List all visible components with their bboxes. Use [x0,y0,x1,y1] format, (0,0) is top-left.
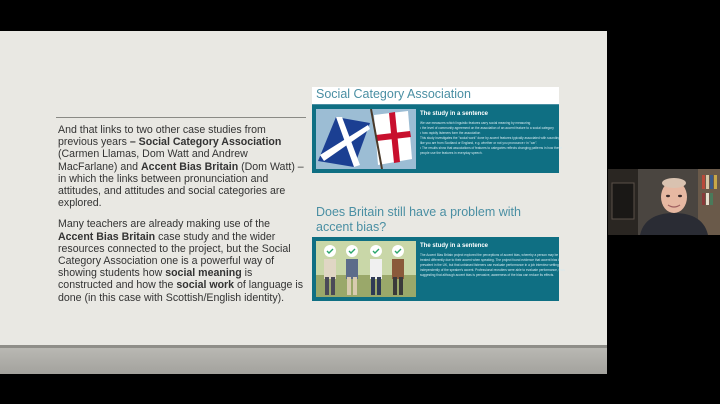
paragraph-1 [58,124,306,209]
bold-text: social work [176,279,235,292]
card-line: The Accent Bias Britain project explored the perceptions of accent bias, whereby a person may be [420,253,559,257]
slide-body-text [58,124,306,313]
text: (Dom Watt) – in which the links between pronunciation and attitudes, and attitudes and social categories are explored. [58,160,304,210]
card-line: people use the features in everyday speech. [420,151,483,155]
bold-text: Accent Bias Britain [141,160,239,173]
card-line: like you are from Scotland or England, e.g. whether or not you pronounce r in "car". [420,141,538,145]
card-title: Does Britain still have a problem with accent bias? [316,205,521,234]
card-line: This study investigates the "social work" done by accent features typically associated with sounding [420,136,561,140]
bold-text: Accent Bias Britain [58,230,156,243]
case-study-card-accent-bias[interactable] [312,204,565,301]
text: is constructed and how the [58,267,253,292]
divider-line [56,117,306,118]
paragraph-2 [58,218,306,303]
slide-footer-bar [0,348,607,374]
text: Many teachers are already making use of the [58,218,270,231]
card-title: Social Category Association [312,87,559,105]
webcam-video-tile[interactable] [608,169,720,235]
card-line: • the level of community agreement on the association of an accent feature to a social category [420,126,554,130]
card-text [416,241,569,297]
people-image [316,241,416,297]
case-study-card-social-category[interactable] [312,87,562,173]
card-body [312,237,565,301]
flags-image [316,109,416,169]
bold-text: social meaning [165,267,242,280]
text: of language is done (in this case with Scottish/English identity). [58,279,303,304]
card-line: We use measures which linguistic features carry social meaning by measuring [420,121,531,125]
card-heading: The study in a sentence [420,243,489,249]
card-text [416,109,566,169]
bold-text: – Social Category Association [129,136,282,149]
card-line: prevalent in the UK, but that unbiased listeners can evaluate performance in a job interview setting [420,263,559,267]
presentation-slide [0,31,607,374]
card-line: treated differently due to their accent when speaking. The project found evidence that accent bias is [420,258,561,262]
card-line: independently of the speaker's accent. Professional recruiters were able to evaluate performance, thus [420,268,565,272]
text: (Carmen Llamas, Dom Watt and Andrew MacFarlane) and [58,148,248,173]
card-heading: The study in a sentence [420,111,489,117]
card-line: suggesting that although accent bias is pervasive, awareness of the bias can reduce its effects. [420,273,555,277]
text: case study and the wider resources connected to the project, but the Social Category Association one is a powerful way of showing students how [58,230,291,280]
text: And that links to two other case studies from previous years [58,124,266,149]
card-line: • how rapidly listeners form the association [420,131,481,135]
card-line: • The results show that associations of features to categories reflects changing patterns in how these [420,146,562,150]
card-body [312,105,562,173]
